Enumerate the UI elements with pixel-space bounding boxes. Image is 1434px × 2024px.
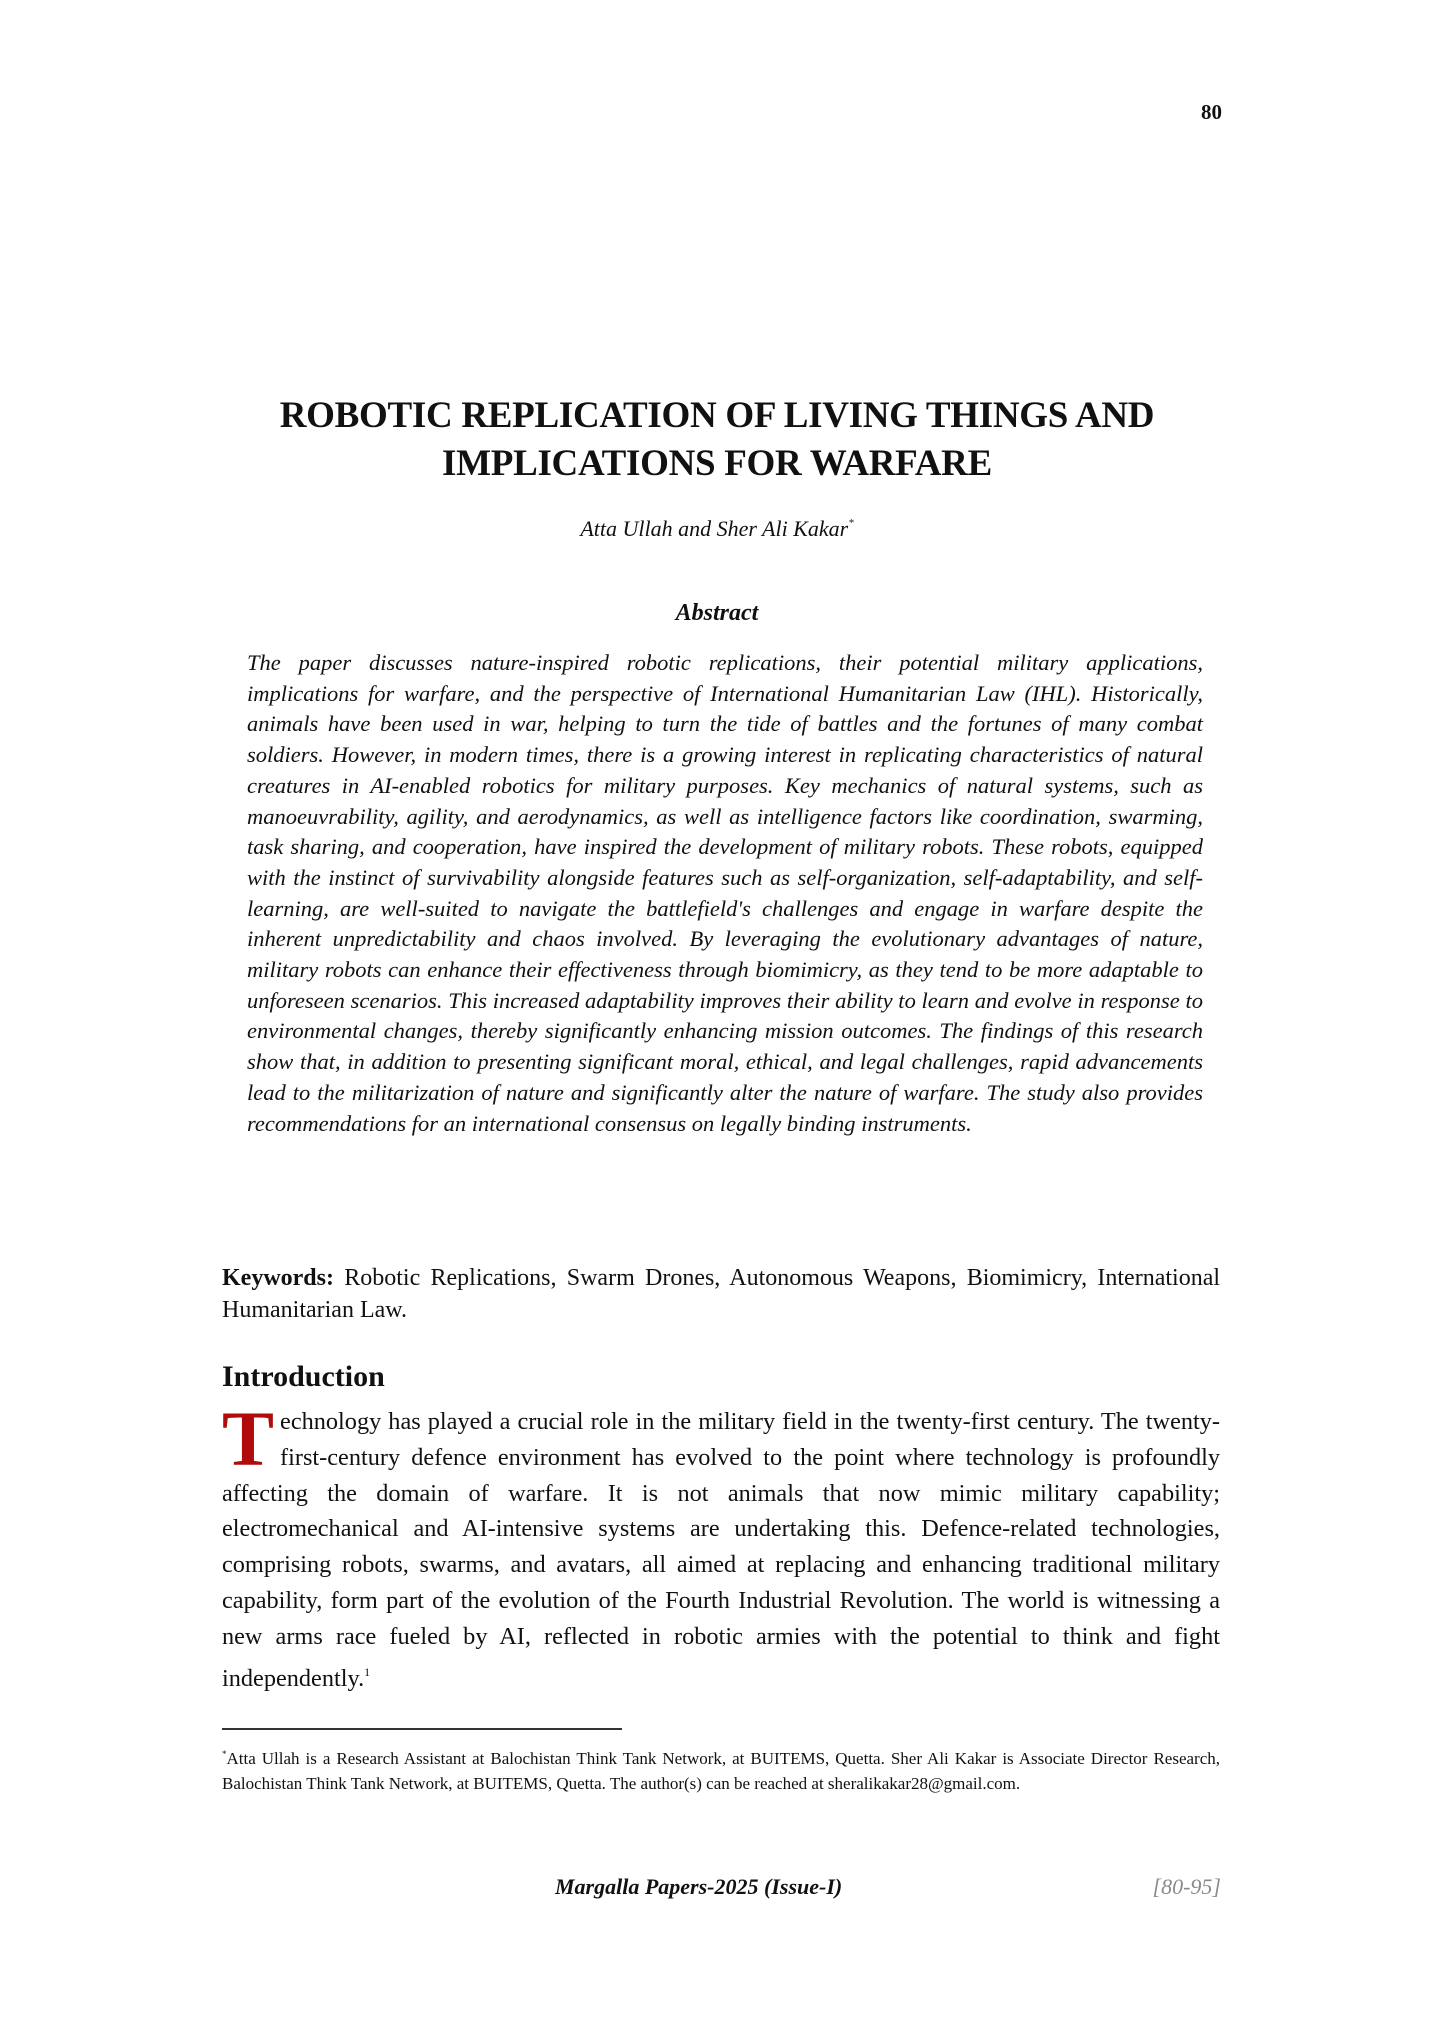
abstract-heading: Abstract xyxy=(675,600,759,626)
introduction-heading: Introduction xyxy=(222,1360,385,1393)
footer-journal-title: Margalla Papers-2025 (Issue-I) xyxy=(555,1874,843,1899)
author-footnote-marker: * xyxy=(848,517,854,529)
keywords xyxy=(222,1262,1220,1326)
footnote-reference: 1 xyxy=(364,1664,371,1679)
footnote-text: Atta Ullah is a Research Assistant at Balochistan Think Tank Network, at BUITEMS, Quetta. Sher Ali Kakar is Associate Director Research, Balochistan Think Tank Network, at BUITEMS, Quetta. The author(s) can be reached at sheralikakar28@gmail.com. xyxy=(222,1749,1220,1793)
author-line xyxy=(200,516,1234,542)
introduction-paragraph xyxy=(222,1395,1220,1696)
abstract-text: The paper discusses nature-inspired robotic replications, their potential military applications, implications for warfare, and the perspective of International Humanitarian Law (IHL). Historically, animals have been used in war, helping to turn the tide of battles and the fortunes of many combat soldiers. However, in modern times, there is a growing interest in replicating characteristics of natural creatures in AI-enabled robotics for military purposes. Key mechanics of natural systems, such as manoeuvrability, agility, and aerodynamics, as well as intelligence factors like coordination, swarming, task sharing, and cooperation, have inspired the development of military robots. These robots, equipped with the instinct of survivability alongside features such as self-organization, self-adaptability, and self-learning, are well-suited to navigate the battlefield's challenges and engage in warfare despite the inherent unpredictability and chaos involved. By leveraging the evolutionary advantages of nature, military robots can enhance their effectiveness through biomimicry, as they tend to be more adaptable to unforeseen scenarios. This increased adaptability improves their ability to learn and evolve in response to environmental changes, thereby significantly enhancing mission outcomes. The findings of this research show that, in addition to presenting significant moral, ethical, and legal challenges, rapid advancements lead to the militarization of nature and significantly alter the nature of warfare. The study also provides recommendations for an international consensus on legally binding instruments. xyxy=(247,650,1203,1136)
keywords-text: Robotic Replications, Swarm Drones, Autonomous Weapons, Biomimicry, International Humanitarian Law. xyxy=(222,1265,1221,1323)
footer-page-range: [80-95] xyxy=(1152,1874,1221,1899)
author-footnote xyxy=(222,1742,1220,1796)
article-title: ROBOTIC REPLICATION OF LIVING THINGS AND IMPLICATIONS FOR WARFARE xyxy=(279,395,1155,484)
introduction-text: echnology has played a crucial role in the military field in the twenty-first century. The twenty-first-century defence environment has evolved to the point where technology is profoundly affecting the domain of warfare. It is not animals that now mimic military capability; electromechanical and AI-intensive systems are undertaking this. Defence-related technologies, comprising robots, swarms, and avatars, all aimed at replacing and enhancing traditional military capability, form part of the evolution of the Fourth Industrial Revolution. The world is witnessing a new arms race fueled by AI, reflected in robotic armies with the potential to think and fight independently. xyxy=(222,1408,1220,1692)
keywords-label: Keywords: xyxy=(222,1265,334,1291)
footnote-divider xyxy=(222,1728,622,1730)
footnote-marker: * xyxy=(222,1749,227,1759)
authors-names: Atta Ullah and Sher Ali Kakar xyxy=(580,516,849,541)
drop-cap: T xyxy=(222,1395,275,1482)
page-number: 80 xyxy=(1201,100,1222,124)
